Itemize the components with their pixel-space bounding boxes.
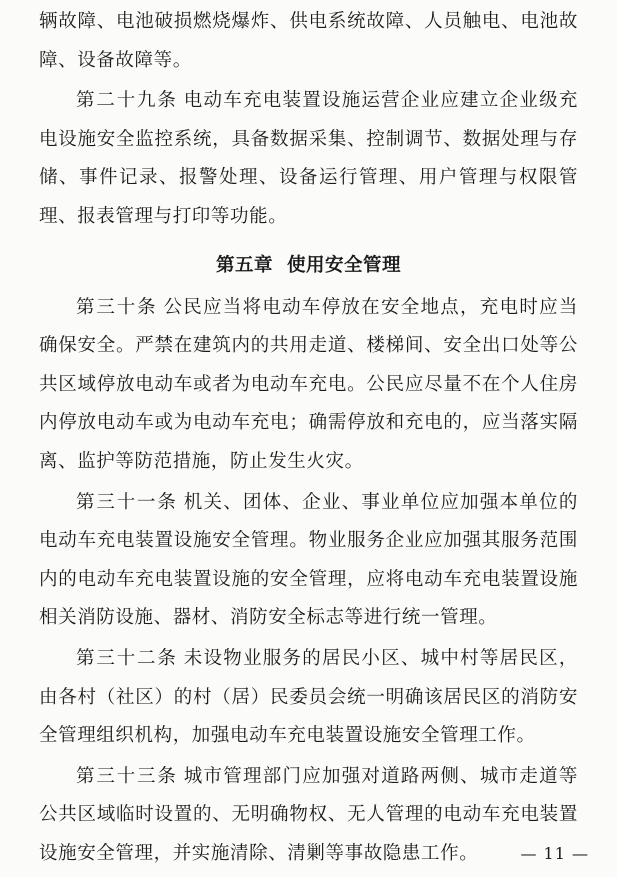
article-number: 第三十二条 <box>76 647 178 669</box>
article-30 <box>39 289 578 482</box>
article-31 <box>39 484 578 638</box>
page-number: — 11 — <box>520 844 589 863</box>
article-text: 未设物业服务的居民小区、城中村等居民区，由各村（社区）的村（居）民委员会统一明确该居民区的消防安全管理组织机构，加强电动车充电装置设施安全管理工作。 <box>39 647 578 747</box>
article-number: 第三十一条 <box>76 491 178 513</box>
article-number: 第三十三条 <box>76 765 178 787</box>
continuation-paragraph: 辆故障、电池破损燃烧爆炸、供电系统故障、人员触电、电池故障、设备故障等。 <box>39 11 578 71</box>
article-text: 机关、团体、企业、事业单位应加强本单位的电动车充电装置设施安全管理。物业服务企业应加强其服务范围内的电动车充电装置设施的安全管理，应将电动车充电装置设施相关消防设施、器材、消防安全标志等进行统一管理。 <box>39 491 578 629</box>
chapter-title: 使用安全管理 <box>287 254 402 276</box>
article-33 <box>39 758 578 874</box>
article-29 <box>39 82 578 236</box>
article-text: 城市管理部门应加强对道路两侧、城市走道等公共区域临时设置的、无明确物权、无人管理的电动车充电装置设施安全管理，并实施清除、清剿等事故隐患工作。 <box>39 765 578 864</box>
article-32 <box>39 640 578 756</box>
article-number: 第三十条 <box>76 296 158 318</box>
article-text: 公民应当将电动车停放在安全地点，充电时应当确保安全。严禁在建筑内的共用走道、楼梯间、安全出口处等公共区域停放电动车或者为电动车充电。公民应尽量不在个人住房内停放电动车或为电动车充电；确需停放和充电的，应当落实隔离、监护等防范措施，防止发生火灾。 <box>39 296 578 472</box>
chapter-heading <box>39 243 578 289</box>
article-text: 电动车充电装置设施运营企业应建立企业级充电设施安全监控系统，具备数据采集、控制调节、数据处理与存储、事件记录、报警处理、设备运行管理、用户管理与权限管理、报表管理与打印等功能。 <box>39 90 578 227</box>
article-number: 第二十九条 <box>76 90 178 112</box>
chapter-number: 第五章 <box>215 254 273 276</box>
